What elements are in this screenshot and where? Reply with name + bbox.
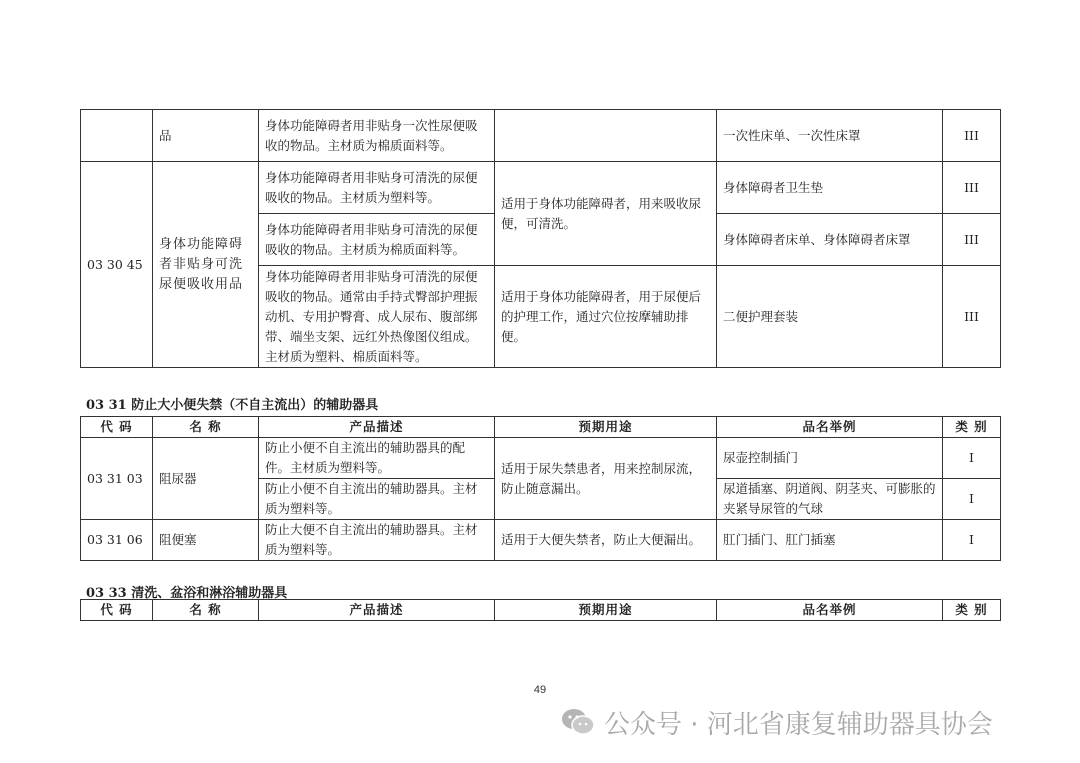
- class-cell: III: [943, 266, 1001, 368]
- code-cell: 03 30 45: [81, 162, 153, 368]
- desc-cell: 防止小便不自主流出的辅助器具。主材质为塑料等。: [259, 479, 495, 520]
- class-cell: III: [943, 214, 1001, 266]
- desc-cell: 身体功能障碍者用非贴身一次性尿便吸收的物品。主材质为棉质面料等。: [259, 110, 495, 162]
- class-cell: III: [943, 162, 1001, 214]
- example-cell: 尿道插塞、阴道阀、阴茎夹、可膨胀的夹紧导尿管的气球: [717, 479, 943, 520]
- desc-cell: 身体功能障碍者用非贴身可清洗的尿便吸收的物品。主材质为棉质面料等。: [259, 214, 495, 266]
- example-cell: 一次性床单、一次性床罩: [717, 110, 943, 162]
- desc-cell: 身体功能障碍者用非贴身可清洗的尿便吸收的物品。通常由手持式臀部护理振动机、专用护臀膏、成人尿布、腹部绑带、端坐支架、远红外热像图仪组成。主材质为塑料、棉质面料等。: [259, 266, 495, 368]
- table-row: [81, 438, 1001, 479]
- section-0331-table: [80, 416, 1001, 561]
- example-cell: 身体障碍者床单、身体障碍者床罩: [717, 214, 943, 266]
- header-example: 品名举例: [717, 417, 943, 438]
- table-row: [81, 162, 1001, 214]
- section-0333-table: [80, 599, 1001, 621]
- name-cell: 阻尿器: [153, 438, 259, 520]
- class-cell: I: [943, 438, 1001, 479]
- code-cell: 03 31 03: [81, 438, 153, 520]
- example-cell: 身体障碍者卫生垫: [717, 162, 943, 214]
- section-title: 03 33 清洗、盆浴和淋浴辅助器具: [86, 586, 288, 601]
- name-cell: 品: [153, 110, 259, 162]
- use-cell: 适用于身体功能障碍者，用来吸收尿便，可清洗。: [495, 162, 717, 266]
- table-header-row: [81, 600, 1001, 621]
- header-desc: 产品描述: [259, 600, 495, 621]
- wechat-icon: [560, 707, 596, 737]
- example-cell: 二便护理套装: [717, 266, 943, 368]
- desc-cell: 身体功能障碍者用非贴身可清洗的尿便吸收的物品。主材质为塑料等。: [259, 162, 495, 214]
- page-number: 49: [533, 684, 547, 696]
- class-cell: I: [943, 479, 1001, 520]
- watermark: [560, 702, 993, 742]
- header-name: 名 称: [153, 417, 259, 438]
- code-cell: [81, 110, 153, 162]
- desc-cell: 防止大便不自主流出的辅助器具。主材质为塑料等。: [259, 520, 495, 561]
- header-use: 预期用途: [495, 600, 717, 621]
- example-cell: 肛门插门、肛门插塞: [717, 520, 943, 561]
- use-cell: [495, 110, 717, 162]
- use-cell: 适用于尿失禁患者，用来控制尿流，防止随意漏出。: [495, 438, 717, 520]
- name-cell: 身体功能障碍者非贴身可洗尿便吸收用品: [153, 162, 259, 368]
- header-name: 名 称: [153, 600, 259, 621]
- header-code: 代 码: [81, 417, 153, 438]
- table-row: [81, 520, 1001, 561]
- table-row: [81, 110, 1001, 162]
- section-title: 03 31 防止大小便失禁（不自主流出）的辅助器具: [86, 398, 379, 413]
- use-cell: 适用于大便失禁者，防止大便漏出。: [495, 520, 717, 561]
- table-header-row: [81, 417, 1001, 438]
- header-use: 预期用途: [495, 417, 717, 438]
- example-cell: 尿壶控制插门: [717, 438, 943, 479]
- header-desc: 产品描述: [259, 417, 495, 438]
- header-class: 类 别: [943, 600, 1001, 621]
- class-cell: I: [943, 520, 1001, 561]
- code-cell: 03 31 06: [81, 520, 153, 561]
- desc-cell: 防止小便不自主流出的辅助器具的配件。主材质为塑料等。: [259, 438, 495, 479]
- use-cell: 适用于身体功能障碍者，用于尿便后的护理工作，通过穴位按摩辅助排便。: [495, 266, 717, 368]
- header-class: 类 别: [943, 417, 1001, 438]
- name-cell: 阻便塞: [153, 520, 259, 561]
- class-cell: III: [943, 110, 1001, 162]
- watermark-text: 公众号 · 河北省康复辅助器具协会: [604, 709, 993, 740]
- continuation-table: [80, 109, 1001, 368]
- header-example: 品名举例: [717, 600, 943, 621]
- header-code: 代 码: [81, 600, 153, 621]
